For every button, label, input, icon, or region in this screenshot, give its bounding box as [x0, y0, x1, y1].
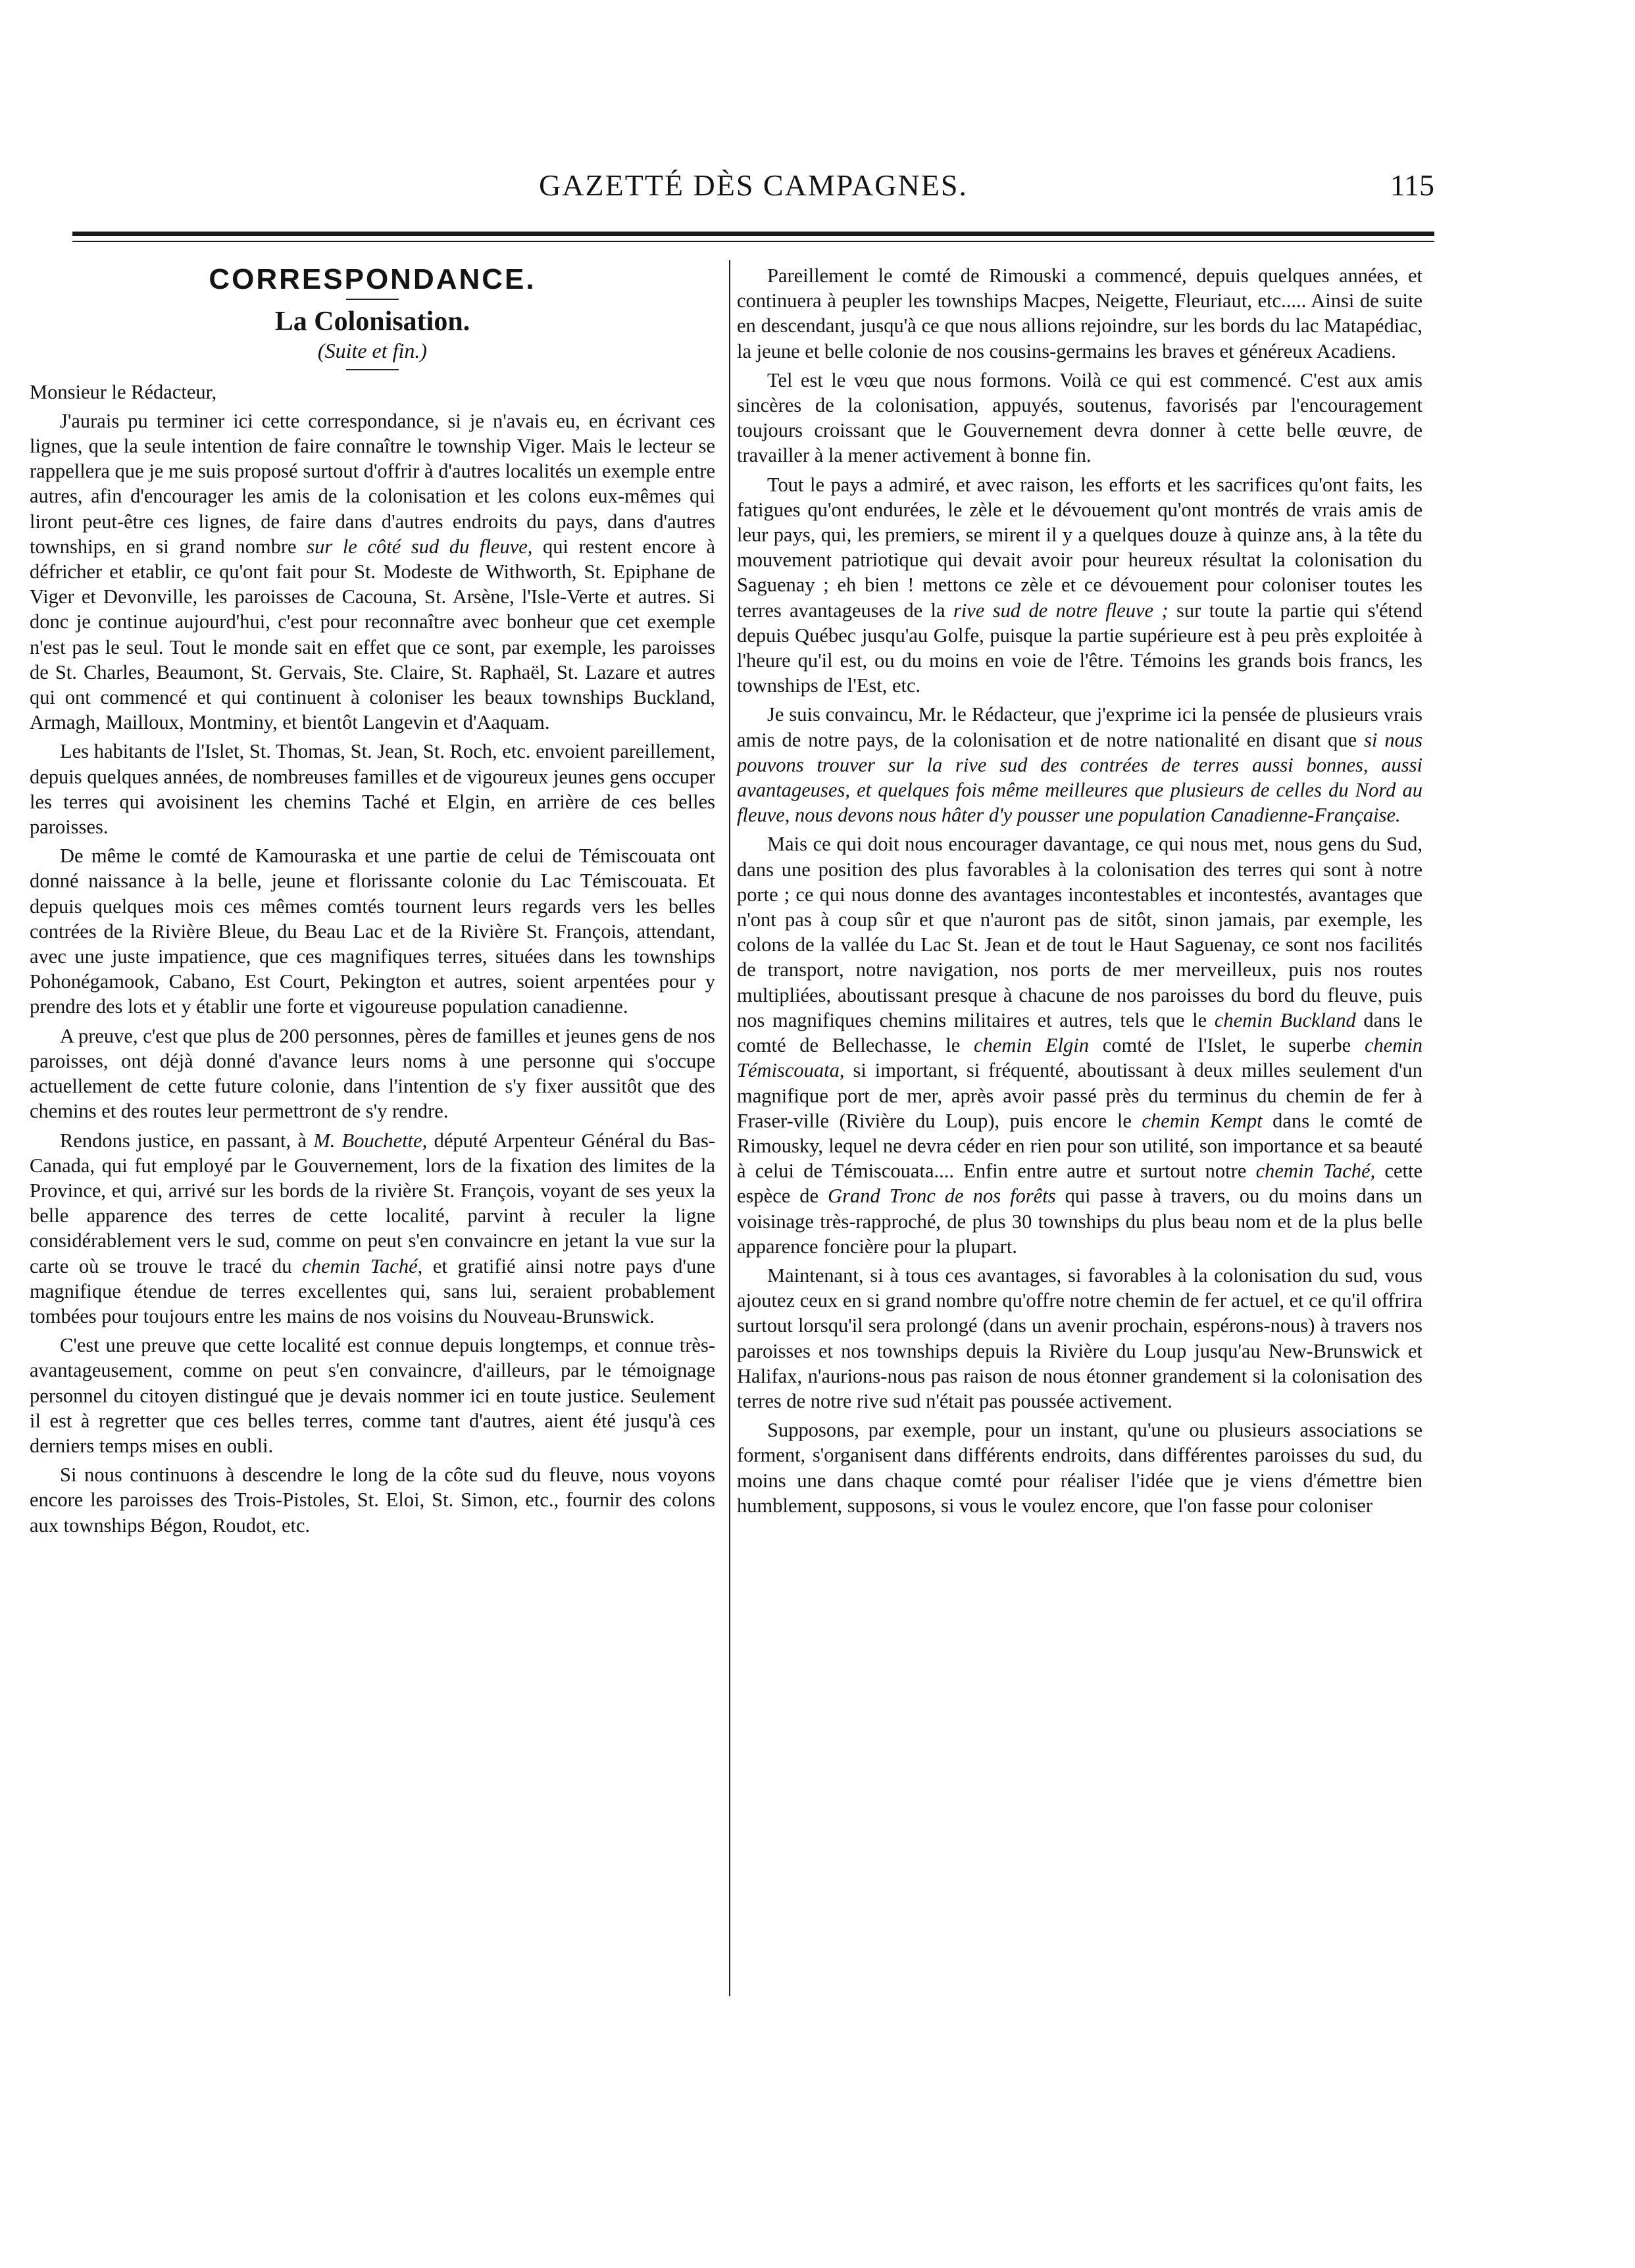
article-subtitle: (Suite et fin.) — [317, 339, 428, 363]
section-title: CORRESPONDANCE. — [209, 263, 536, 295]
title-rule — [346, 299, 399, 300]
journal-title: GAZETTÉ DÈS CAMPAGNES. — [539, 168, 968, 202]
salutation: Monsieur le Rédacteur, — [30, 380, 217, 403]
article-title: La Colonisation. — [274, 307, 470, 337]
paragraph: Les habitants de l'Islet, St. Thomas, St. Jean, St. Roch, etc. envoient pareillement, depuis quelques années, de nombreuses familles et de vigoureux jeunes gens occuper les terres qui avoisinent les chemins Taché et Elgin, en arrière de ces belles paroisses. — [30, 740, 715, 839]
paragraph: Supposons, par exemple, pour un instant, qu'une ou plusieurs associations se forment, s'organisent dans différents endroits, dans différentes paroisses du sud, du moins une dans chaque comté pour réaliser l'idée que je viens d'émettre bien humblement, supposons, si vous le voulez encore, que l'on fasse pour coloniser — [737, 1419, 1422, 1517]
paragraph: Pareillement le comté de Rimouski a commencé, depuis quelques années, et continuera à peupler les townships Macpes, Neigette, Fleuriaut, etc..... Ainsi de suite en descendant, jusqu'à ce que nous allions rejoindre, sur les bords du lac Matapédiac, la jeune et belle colonie de nos cousins-germains les braves et généreux Acadiens. — [737, 264, 1422, 362]
paragraph: Si nous continuons à descendre le long de la côte sud du fleuve, nous voyons encore les paroisses des Trois-Pistoles, St. Eloi, St. Simon, etc., fournir des colons aux townships Bégon, Roudot, etc. — [30, 1464, 715, 1537]
paragraph: C'est une preuve que cette localité est connue depuis longtemps, et connue très-avantageusement, comme on peut s'en convaincre, d'ailleurs, par le témoignage personnel du citoyen distingué que je devais nommer ici en toute justice. Seulement il est à regretter que ces belles terres, comme tant d'autres, aient été jusqu'à ces derniers temps mises en oubli. — [30, 1334, 715, 1457]
right-column — [737, 263, 1422, 1522]
paragraph: Maintenant, si à tous ces avantages, si favorables à la colonisation du sud, vous ajoutez ceux en si grand nombre qu'offre notre chemin de fer actuel, et ce qu'il offrira surtout lorsqu'il sera prolongé (dans un avenir prochain, espérons-nous) à travers nos paroisses et nos townships depuis la Rivière du Loup jusqu'au New-Brunswick et Halifax, n'aurions-nous pas raison de nous étonner grandement si la colonisation des terres de notre rive sud n'était pas poussée activement. — [737, 1264, 1422, 1412]
header-rule-thin — [72, 241, 1434, 242]
paragraph: Je suis convaincu, Mr. le Rédacteur, que j'exprime ici la pensée de plusieurs vrais amis de notre pays, de la colonisation et de notre nationalité en disant que si nous pouvons trouver sur la rive sud des contrées de terres aussi bonnes, aussi avantageuses, et quelques fois même meilleures que plusieurs de celles du Nord au fleuve, nous devons nous hâter d'y pousser une population Canadienne-Française. — [737, 703, 1423, 827]
paragraph: Tel est le vœu que nous formons. Voilà ce qui est commencé. C'est aux amis sincères de la colonisation, appuyés, soutenus, favorisés par l'encouragement toujours croissant que le Gouvernement devra donner à cette belle œuvre, de travailler à la mener activement à bonne fin. — [737, 368, 1422, 467]
page-number: 115 — [1390, 168, 1434, 202]
left-column — [30, 263, 715, 1542]
paragraph: J'aurais pu terminer ici cette correspondance, si je n'avais eu, en écrivant ces lignes, que la seule intention de faire connaître le township Viger. Mais le lecteur se rappellera que je me suis proposé surtout d'offrir à d'autres localités un exemple entre autres, afin d'encourager les amis de la colonisation et les colons eux-mêmes qui liront peut-être ces lignes, de faire dans d'autres endroits du pays, dans d'autres townships, en si grand nombre sur le côté sud du fleuve, qui restent encore à défricher et etablir, ce qu'ont fait pour St. Modeste de Withworth, St. Epiphane de Viger et Devonville, les paroisses de Cacouna, St. Arsène, l'Isle-Verte et autres. Si donc je continue aujourd'hui, c'est pour reconnaître avec bonheur que cet exemple n'est pas le seul. Tout le monde sait en effet que ce sont, par exemple, les paroisses de St. Charles, Beaumont, St. Gervais, Ste. Claire, St. Raphaël, St. Lazare et autres qui ont commencé et qui continuent à coloniser les beaux townships Buckland, Armagh, Mailloux, Montminy, et bientôt Langevin et d'Aaquam. — [30, 409, 715, 734]
paragraph: De même le comté de Kamouraska et une partie de celui de Témiscouata ont donné naissance à la belle, jeune et florissante colonie du Lac Témiscouata. Et depuis quelques mois ces mêmes comtés tournent leurs regards vers les belles contrées de la Rivière Bleue, du Beau Lac et de la Rivière St. François, attendant, avec une juste impatience, que ces magnifiques terres, situées dans les townships Pohonégamook, Cabano, Est Court, Pekington et autres, soient arpentées pour y prendre des lots et y établir une forte et vigoureuse population canadienne. — [30, 845, 715, 1018]
header-rule-thick — [72, 232, 1434, 236]
column-divider — [729, 260, 730, 1996]
paragraph: A preuve, c'est que plus de 200 personnes, pères de familles et jeunes gens de nos paroisses, ont déjà donné d'avance leurs noms à une personne qui s'occupe actuellement de cette future colonie, dans l'intention de s'y fixer aussitôt que des chemins et des routes leur permettront de s'y rendre. — [30, 1024, 715, 1123]
subtitle-rule — [346, 369, 399, 370]
paragraph: Mais ce qui doit nous encourager davantage, ce qui nous met, nous gens du Sud, dans une position des plus favorables à la colonisation des terres qui sont à notre porte ; ce qui nous donne des avantages incontestables et incontestés, avantages que n'ont pas à coup sûr et que n'auront pas de sitôt, sinon jamais, par exemple, les colons de la vallée du Lac St. Jean et de tout le Haut Saguenay, ce sont nos facilités de transport, notre navigation, nos ports de mer merveilleux, puis nos routes multipliées, aboutissant presque à chacune de nos paroisses du bord du fleuve, puis nos magnifiques chemins militaires et autres, tels que le chemin Buckland dans le comté de Bellechasse, le chemin Elgin comté de l'Islet, le superbe chemin Témiscouata, si important, si fréquenté, aboutissant à deux milles seulement d'un magnifique port de mer, après avoir passé près du terminus du chemin de fer à Fraser-ville (Rivière du Loup), puis encore le chemin Kempt dans le comté de Rimousky, lequel ne devra céder en rien pour son utilité, son importance et sa beauté à celui de Témiscouata.... Enfin entre autre et surtout notre chemin Taché, cette espèce de Grand Tronc de nos forêts qui passe à travers, ou du moins dans un voisinage très-rapproché, de plus 30 townships du plus beau nom et de la plus belle apparence foncière pour la plupart. — [737, 833, 1423, 1258]
paragraph: Rendons justice, en passant, à M. Bouchette, député Arpenteur Général du Bas-Canada, qui fut employé par le Gouvernement, lors de la fixation des limites de la Province, et qui, arrivé sur les bords de la rivière St. François, voyant de ses yeux la belle apparence des terres de cette localité, parvint à reculer la ligne considérablement vers le sud, comme on peut s'en convaincre en jetant la vue sur la carte où se trouve le tracé du chemin Taché, et gratifié ainsi notre pays d'une magnifique étendue de terres excellentes qui, sans lui, seraient probablement tombées pour toujours entre les mains de nos voisins du Nouveau-Brunswick. — [30, 1129, 716, 1327]
paragraph: Tout le pays a admiré, et avec raison, les efforts et les sacrifices qu'ont faits, les fatigues qu'ont endurées, le zèle et le dévouement qu'ont montrés de vrais amis de leur pays, qui, les premiers, se mirent il y a quelques douze à quinze ans, à la tête du mouvement patriotique qui devait avoir pour heureux résultat la colonisation du Saguenay ; eh bien ! mettons ce zèle et ce dévouement pour coloniser toutes les terres avantageuses de la rive sud de notre fleuve ; sur toute la partie qui s'étend depuis Québec jusqu'au Golfe, puisque la partie supérieure est à peu près exploitée à l'heure qu'il est, ou du moins en voie de l'être. Témoins les grands bois francs, les townships de l'Est, etc. — [737, 473, 1423, 697]
page-header — [72, 168, 1434, 207]
